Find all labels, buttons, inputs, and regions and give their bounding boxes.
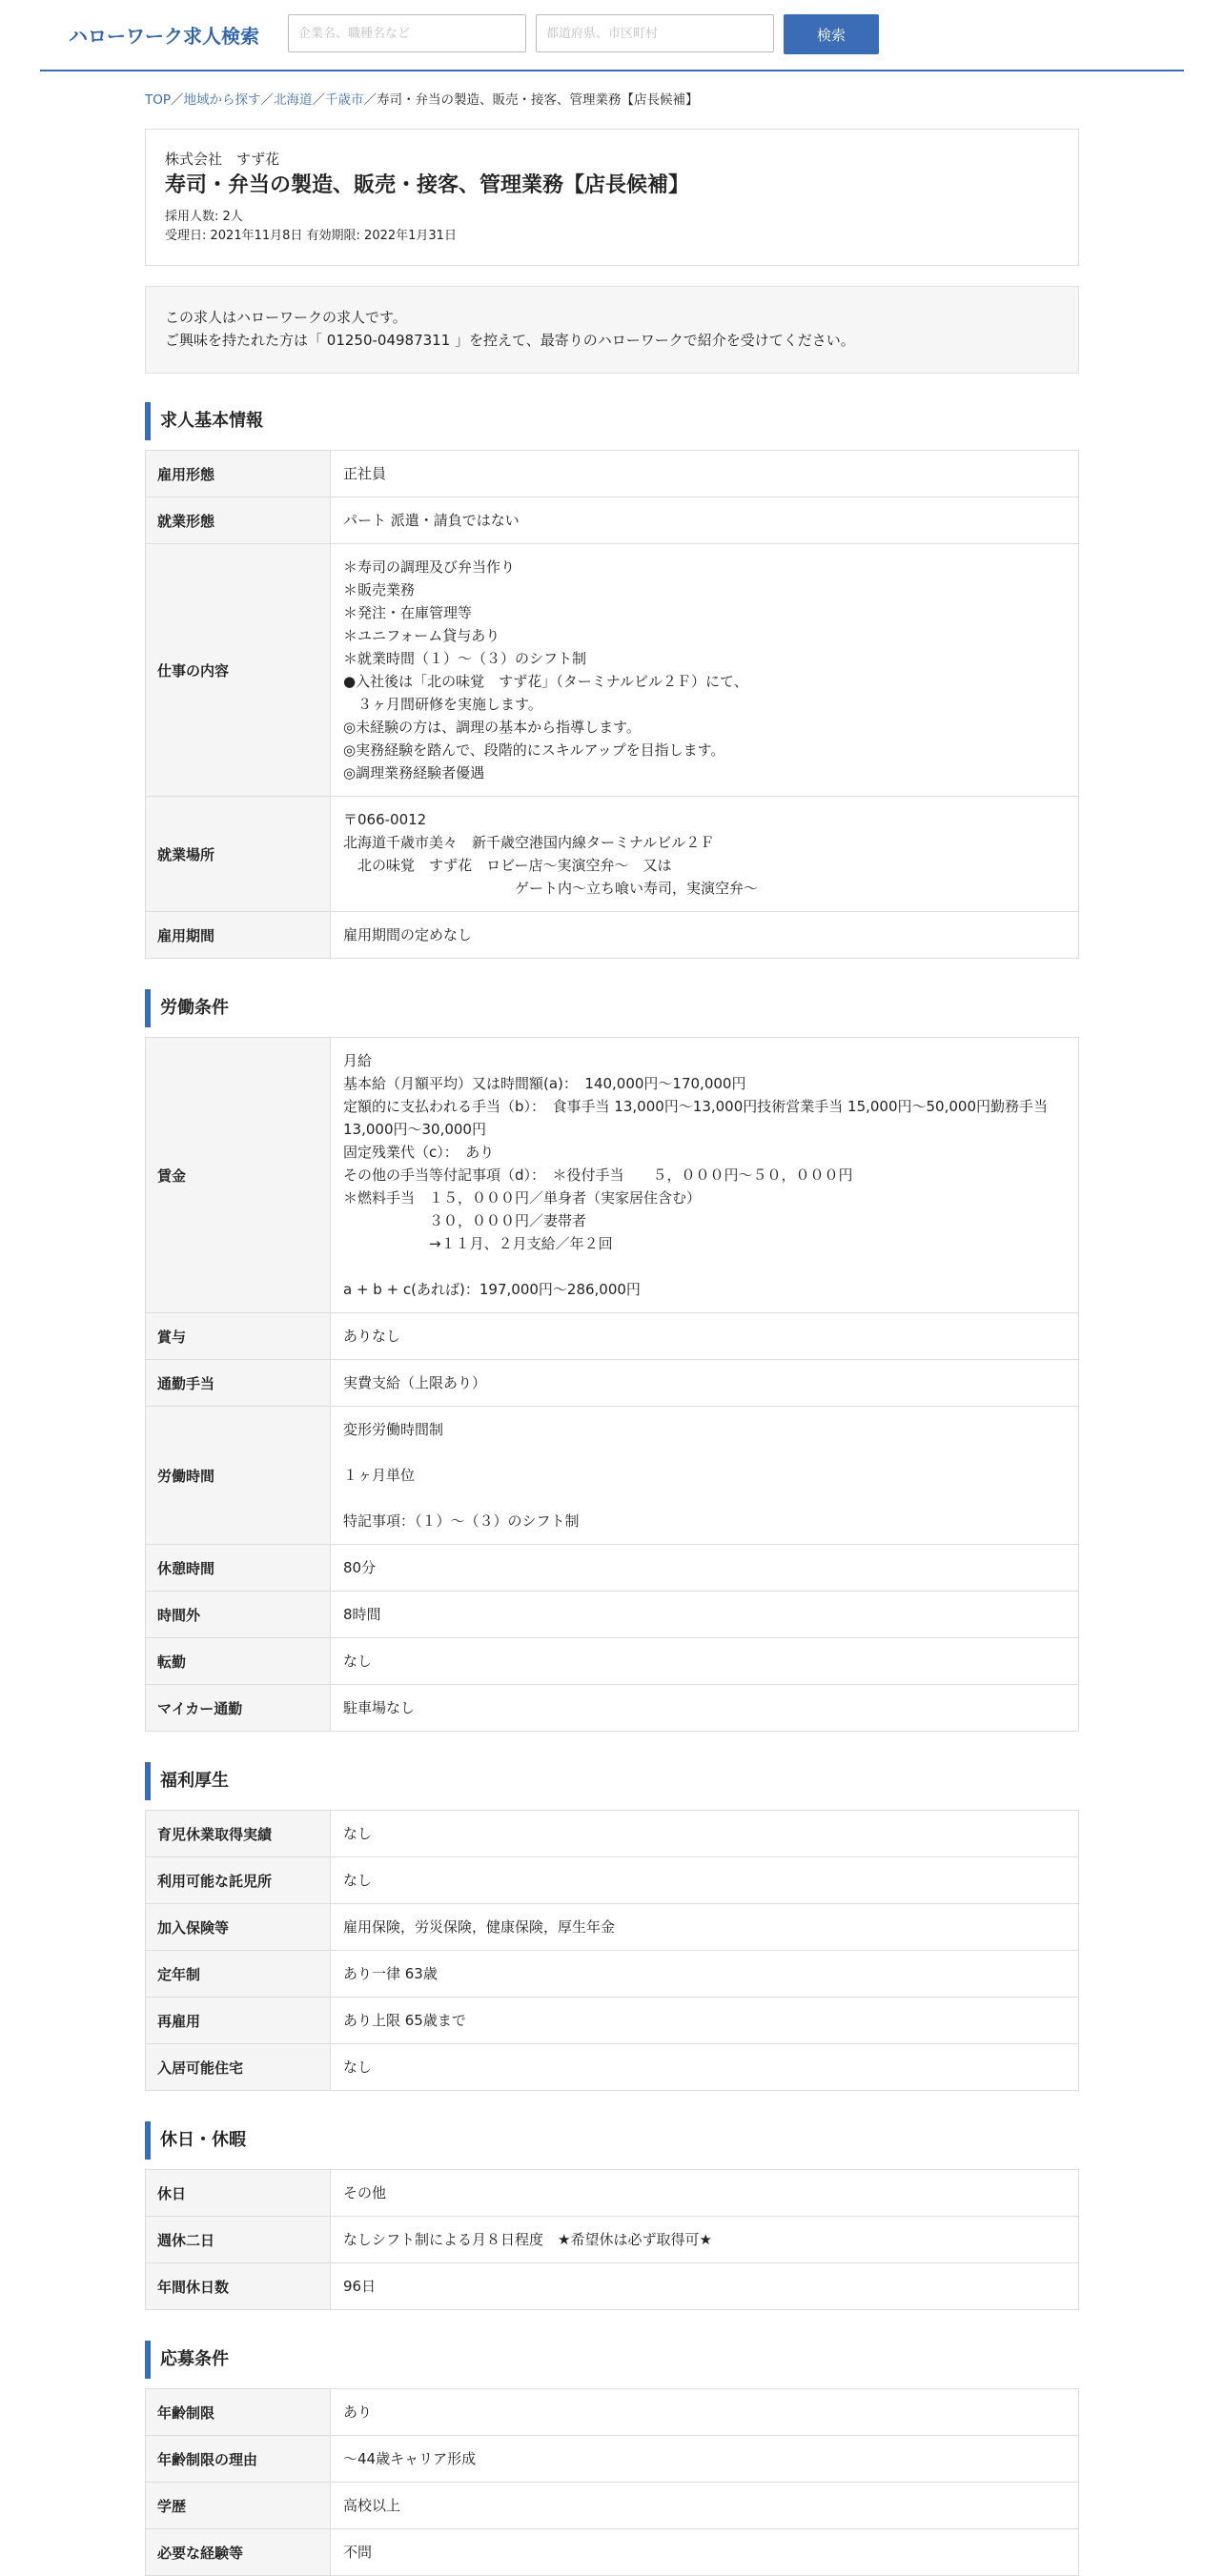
row-value: 不問 <box>331 2529 1079 2576</box>
main-content <box>145 91 1079 2576</box>
row-label: 通勤手当 <box>146 1360 331 1407</box>
hellowork-notice <box>145 286 1079 374</box>
section-title-holidays: 休日・休暇 <box>145 2121 1079 2160</box>
hire-count: 採用人数: 2人 <box>165 210 243 224</box>
row-label: マイカー通勤 <box>146 1685 331 1732</box>
table-row <box>146 1638 1079 1685</box>
company-name: 株式会社 すず花 <box>165 151 280 168</box>
row-value: 月給 基本給（月額平均）又は時間額(a)： 140,000円〜170,000円 定額的に支払われる手当（b）： 食事手当 13,000円〜13,000円技術営業手当 15,000円〜50,000円勤務手当 13,000円〜30,000円 固定残業代（c）： あり その他の手当等付記事項（d）： ＊役付手当 ５，０００円～５０，０００円 ＊燃料手当 １５，０００円／単身者（実家居住含む） ３０，０００円／妻帯者 →１１月、２月支給／年２回 a + b + c(あれば)：197,000円〜286,000円 <box>331 1038 1079 1313</box>
table-row <box>146 1951 1079 1998</box>
row-value: パート 派遣・請負ではない <box>331 497 1079 544</box>
section-title-application-requirements: 応募条件 <box>145 2341 1079 2379</box>
job-title: 寿司・弁当の製造、販売・接客、管理業務【店長候補】 <box>165 173 690 197</box>
section-table-basic-info <box>145 450 1079 959</box>
table-row <box>146 2044 1079 2091</box>
row-value: なし <box>331 1857 1079 1904</box>
section-table-holidays <box>145 2169 1079 2310</box>
table-row <box>146 544 1079 797</box>
row-value: あり <box>331 2389 1079 2436</box>
breadcrumb-separator: ／ <box>312 92 326 108</box>
job-dates: 受理日: 2021年11月8日 有効期限: 2022年1月31日 <box>165 229 457 243</box>
notice-line-2: ご興味を持たれた方は「 01250-04987311 」を控えて、最寄りのハローワークで紹介を受けてください。 <box>165 332 855 349</box>
row-label: 就業場所 <box>146 797 331 912</box>
row-label: 仕事の内容 <box>146 544 331 797</box>
location-search-input[interactable] <box>536 14 774 52</box>
breadcrumb-current: 寿司・弁当の製造、販売・接客、管理業務【店長候補】 <box>377 92 699 108</box>
row-value: 駐車場なし <box>331 1685 1079 1732</box>
table-row <box>146 1857 1079 1904</box>
table-row <box>146 797 1079 912</box>
job-detail-sections <box>145 402 1079 2576</box>
table-row <box>146 1592 1079 1638</box>
row-label: 労働時間 <box>146 1407 331 1545</box>
section-table-welfare <box>145 1810 1079 2091</box>
table-row <box>146 2170 1079 2217</box>
row-value: 96日 <box>331 2263 1079 2310</box>
table-row <box>146 2483 1079 2529</box>
row-value: 高校以上 <box>331 2483 1079 2529</box>
row-value: なしシフト制による月８日程度 ★希望休は必ず取得可★ <box>331 2217 1079 2263</box>
row-label: 育児休業取得実績 <box>146 1811 331 1857</box>
row-value: 変形労働時間制 １ヶ月単位 特記事項：（１）～（３）のシフト制 <box>331 1407 1079 1545</box>
table-row <box>146 1360 1079 1407</box>
table-row <box>146 1313 1079 1360</box>
row-label: 賃金 <box>146 1038 331 1313</box>
site-header <box>40 0 1184 71</box>
breadcrumb-city-link[interactable]: 千歳市 <box>325 92 364 108</box>
row-value: ＊寿司の調理及び弁当作り ＊販売業務 ＊発注・在庫管理等 ＊ユニフォーム貸与あり ＊就業時間（１）～（３）のシフト制 ●入社後は「北の味覚 すず花」（ターミナルビル２Ｆ）にて、 ３ヶ月間研修を実施します。 ◎未経験の方は、調理の基本から指導します。 ◎実務経験を踏んで、段階的にスキルアップを目指します。 ◎調理業務経験者優遇 <box>331 544 1079 797</box>
breadcrumb-prefecture-link[interactable]: 北海道 <box>274 92 313 108</box>
breadcrumb <box>145 91 1079 109</box>
row-value: 実費支給（上限あり） <box>331 1360 1079 1407</box>
row-value: 80分 <box>331 1545 1079 1592</box>
row-value: なし <box>331 1638 1079 1685</box>
row-label: 休日 <box>146 2170 331 2217</box>
table-row <box>146 1811 1079 1857</box>
table-row <box>146 912 1079 959</box>
row-value: あり上限 65歳まで <box>331 1998 1079 2044</box>
row-label: 転勤 <box>146 1638 331 1685</box>
row-label: 休憩時間 <box>146 1545 331 1592</box>
row-value: 正社員 <box>331 451 1079 497</box>
table-row <box>146 2217 1079 2263</box>
row-value: 雇用保険，労災保険，健康保険，厚生年金 <box>331 1904 1079 1951</box>
row-label: 週休二日 <box>146 2217 331 2263</box>
row-value: 雇用期間の定めなし <box>331 912 1079 959</box>
row-label: 入居可能住宅 <box>146 2044 331 2091</box>
row-label: 雇用期間 <box>146 912 331 959</box>
breadcrumb-separator: ／ <box>363 92 377 108</box>
section-table-working-conditions <box>145 1037 1079 1732</box>
row-label: 加入保険等 <box>146 1904 331 1951</box>
section-title-basic-info: 求人基本情報 <box>145 402 1079 440</box>
row-label: 時間外 <box>146 1592 331 1638</box>
row-value: あり一律 63歳 <box>331 1951 1079 1998</box>
breadcrumb-separator: ／ <box>260 92 275 108</box>
row-value: 〜44歳キャリア形成 <box>331 2436 1079 2483</box>
table-row <box>146 1904 1079 1951</box>
row-label: 必要な経験等 <box>146 2529 331 2576</box>
table-row <box>146 497 1079 544</box>
row-value: ありなし <box>331 1313 1079 1360</box>
row-label: 年間休日数 <box>146 2263 331 2310</box>
search-button[interactable]: 検索 <box>784 14 879 54</box>
row-label: 利用可能な託児所 <box>146 1857 331 1904</box>
section-title-working-conditions: 労働条件 <box>145 989 1079 1027</box>
row-value: 〒066-0012 北海道千歳市美々 新千歳空港国内線ターミナルビル２Ｆ 北の味覚 すず花 ロビー店～実演空弁～ 又は ゲート内～立ち喰い寿司，実演空弁～ <box>331 797 1079 912</box>
notice-line-1: この求人はハローワークの求人です。 <box>165 309 407 326</box>
table-row <box>146 1685 1079 1732</box>
site-logo[interactable]: ハローワーク求人検索 <box>69 25 259 48</box>
table-row <box>146 2389 1079 2436</box>
row-value: なし <box>331 1811 1079 1857</box>
row-label: 賞与 <box>146 1313 331 1360</box>
section-table-application-requirements <box>145 2388 1079 2576</box>
row-label: 再雇用 <box>146 1998 331 2044</box>
row-label: 年齢制限 <box>146 2389 331 2436</box>
section-title-welfare: 福利厚生 <box>145 1762 1079 1800</box>
row-label: 就業形態 <box>146 497 331 544</box>
row-value: その他 <box>331 2170 1079 2217</box>
row-label: 年齢制限の理由 <box>146 2436 331 2483</box>
breadcrumb-separator: ／ <box>171 92 184 108</box>
table-row <box>146 2529 1079 2576</box>
row-label: 定年制 <box>146 1951 331 1998</box>
table-row <box>146 1038 1079 1313</box>
breadcrumb-region-link[interactable]: 地域から探す <box>183 92 261 108</box>
row-label: 学歴 <box>146 2483 331 2529</box>
row-value: 8時間 <box>331 1592 1079 1638</box>
table-row <box>146 1545 1079 1592</box>
row-label: 雇用形態 <box>146 451 331 497</box>
table-row <box>146 2436 1079 2483</box>
table-row <box>146 1407 1079 1545</box>
row-value: なし <box>331 2044 1079 2091</box>
table-row <box>146 2263 1079 2310</box>
job-summary-card <box>145 129 1079 266</box>
keyword-search-input[interactable] <box>288 14 526 52</box>
breadcrumb-top-link[interactable]: TOP <box>145 92 172 108</box>
table-row <box>146 451 1079 497</box>
table-row <box>146 1998 1079 2044</box>
